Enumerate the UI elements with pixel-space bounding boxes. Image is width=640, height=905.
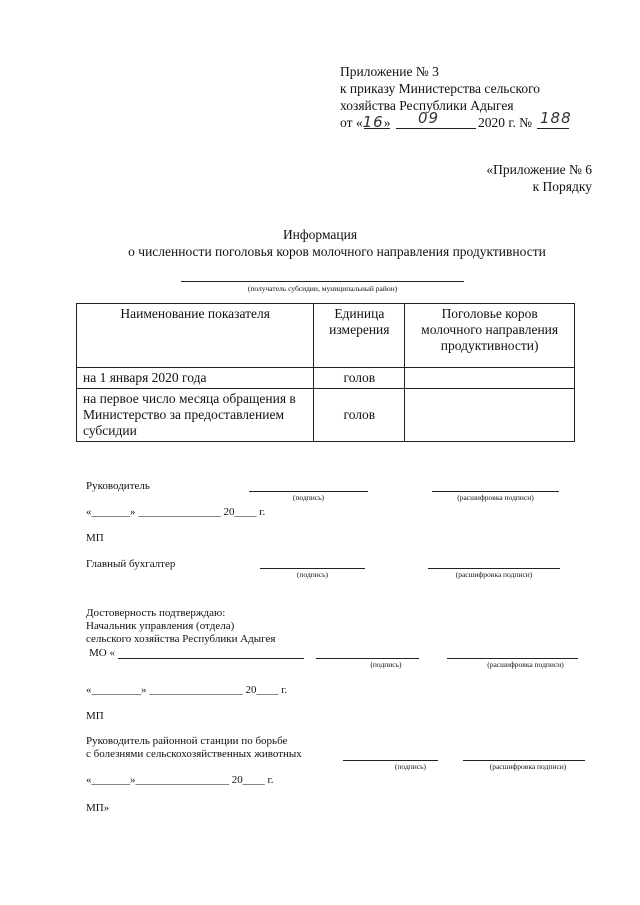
month-underline <box>396 128 476 129</box>
confirm-signature-caption: (подпись) <box>370 660 402 669</box>
document-subtitle: о численности поголовья коров молочного направления продуктивности <box>128 244 546 259</box>
confirm-date-line: «_________» _________________ 20____ г. <box>86 684 288 696</box>
confirm-decoding-caption: (расшифровка подписи) <box>487 660 564 669</box>
municipality-line[interactable] <box>118 658 304 659</box>
confirm-line-1: Достоверность подтверждаю: <box>86 607 226 619</box>
stamp-place-2: МП <box>86 710 104 722</box>
day-underline <box>364 128 390 129</box>
header-indicator: Наименование показателя <box>77 304 314 368</box>
handwritten-day: 16 <box>362 113 384 131</box>
row2-value[interactable] <box>405 389 575 442</box>
document-title: Информация <box>282 227 358 242</box>
quote-close: » <box>383 115 391 130</box>
indicator-table <box>76 303 575 442</box>
head-label: Руководитель <box>86 480 150 492</box>
row1-value[interactable] <box>405 368 575 389</box>
station-decoding-line[interactable] <box>463 760 585 761</box>
appendix-line-1: Приложение № 3 <box>340 64 439 79</box>
appendix-line-2: к приказу Министерства сельского <box>340 81 541 96</box>
head-decoding-line[interactable] <box>432 491 559 492</box>
appendix-line-3: хозяйства Республики Адыгея <box>340 98 514 113</box>
station-signature-caption: (подпись) <box>394 762 427 771</box>
table-row <box>77 389 575 442</box>
row1-unit: голов <box>314 368 405 389</box>
sub-appendix-line-2: к Порядку <box>532 179 592 194</box>
date-prefix: от « <box>340 115 363 130</box>
row2-indicator: на первое число месяца обращения в Министерство за предоставлением субсидии <box>77 389 314 442</box>
head-signature-caption: (подпись) <box>292 493 325 502</box>
row2-unit: голов <box>314 389 405 442</box>
station-line-1: Руководитель районной станции по борьбе <box>86 735 288 747</box>
handwritten-month: 09 <box>418 109 440 127</box>
stamp-place-3: МП» <box>86 802 110 814</box>
row1-indicator: на 1 января 2020 года <box>77 368 314 389</box>
year-text: 2020 г. № <box>478 115 533 130</box>
handwritten-number: 188 <box>540 109 572 127</box>
head-decoding-caption: (расшифровка подписи) <box>457 493 534 502</box>
station-line-2: с болезнями сельскохозяйственных животных <box>86 748 302 760</box>
confirm-line-3: сельского хозяйства Республики Адыгея <box>86 633 276 645</box>
head-date-line: «_______» _______________ 20____ г. <box>86 506 266 518</box>
accountant-decoding-caption: (расшифровка подписи) <box>455 570 533 579</box>
confirm-signature-line[interactable] <box>316 658 419 659</box>
recipient-line <box>181 281 464 282</box>
number-underline <box>537 128 569 129</box>
header-livestock: Поголовье коров молочного направления продуктивности) <box>405 304 575 368</box>
stamp-place-1: МП <box>86 532 104 544</box>
head-signature-line[interactable] <box>249 491 368 492</box>
table-row <box>77 368 575 389</box>
accountant-signature-line[interactable] <box>260 568 365 569</box>
confirm-decoding-line[interactable] <box>447 658 578 659</box>
confirm-line-2: Начальник управления (отдела) <box>86 620 235 632</box>
accountant-label: Главный бухгалтер <box>86 558 176 570</box>
station-signature-line[interactable] <box>343 760 438 761</box>
table-header-row <box>77 304 575 368</box>
accountant-decoding-line[interactable] <box>428 568 560 569</box>
confirm-line-4: МО « <box>89 647 115 659</box>
accountant-signature-caption: (подпись) <box>296 570 329 579</box>
recipient-caption: (получатель субсидии, муниципальный район) <box>247 284 398 293</box>
station-date-line: «_______»_________________ 20____ г. <box>86 774 274 786</box>
sub-appendix-line-1: «Приложение № 6 <box>486 162 592 177</box>
header-unit: Единица измерения <box>314 304 405 368</box>
station-decoding-caption: (расшифровка подписи) <box>489 762 567 771</box>
